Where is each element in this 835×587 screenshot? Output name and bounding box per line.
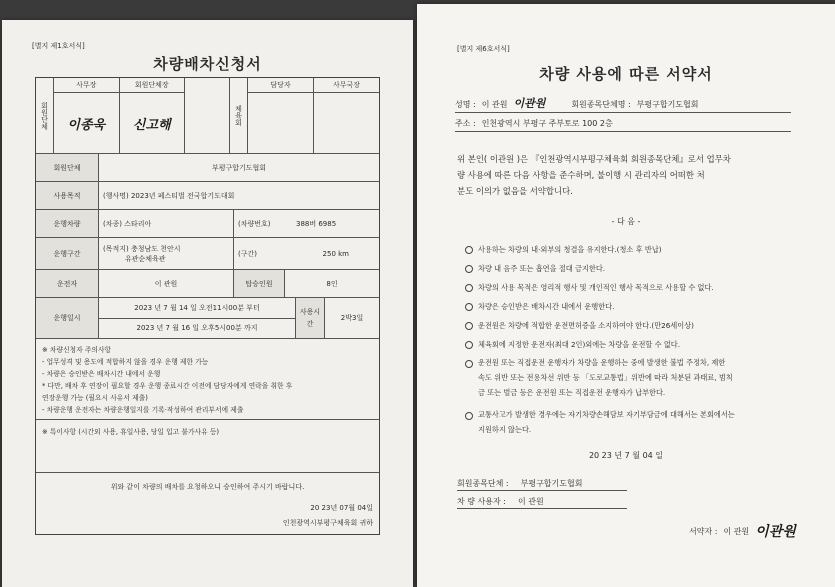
- pledge-date: 20 23 년 7 월 04 일: [588, 451, 664, 460]
- rule-item-6: 체육회에 지정한 운전자(최대 2인)외에는 차량을 운전할 수 없다.: [465, 340, 680, 350]
- use-time-value: 2박3일: [340, 314, 364, 322]
- pledger-value: 이 관원: [723, 526, 750, 536]
- route-label: 운행구간: [36, 238, 99, 269]
- org-value: 부평구합기도협회: [211, 163, 267, 172]
- approval-col-manager: 사무장: [54, 78, 120, 92]
- note-5: - 차량운행 운전자는 차량운행일지를 기록·작성하여 관리부서에 제출: [42, 406, 244, 414]
- address-value: 인천광역시 부평구 주부토로 100 2층: [481, 119, 613, 128]
- vehicle-number: 388버 6985: [296, 219, 337, 228]
- vehicle-label: 운행차량: [36, 210, 99, 237]
- recipient: 인천광역시부평구체육회 귀하: [282, 519, 373, 527]
- use-time-label: 사용시간: [296, 298, 325, 338]
- note-1: - 업무성격 및 용도에 적합하지 않을 경우 운행 제한 가능: [42, 358, 209, 366]
- form-number: [별지 제6호서식]: [457, 45, 510, 53]
- org-label: 회원단체: [36, 154, 99, 181]
- member-org-label: 회원종목단체 :: [457, 479, 509, 488]
- rule-item-7: 운전원 또는 직접운전 운행자가 차량을 운행하는 중에 발생한 불법 주정차, 제한 속도 위반 또는 전용차선 위반 등 「도로교통법」위반에 따라 처분된 과태료, 범칙 금 또는 벌금 등은 운전원 또는 직접운전 운행자가 납부한다.: [465, 359, 733, 400]
- note-2: - 차량은 승인받은 배차시간 내에서 운행: [42, 370, 161, 378]
- pledger-label: 서약자 :: [689, 526, 718, 536]
- rule-item-8: 교통사고가 발생한 경우에는 자기차량손해담보 자기부담금에 대해서는 본회에서는 지원하지 않는다.: [465, 411, 735, 437]
- vehicle-use-pledge: [417, 4, 835, 587]
- note-4: 연장운행 가능 (필요시 사유서 제출): [42, 394, 148, 402]
- request-table: [35, 77, 380, 535]
- rule-item-3: 차량의 사용 목적은 영리적 행사 및 개인적인 행사 목적으로 사용할 수 없다.: [465, 283, 714, 293]
- distance-label: (구간): [238, 249, 257, 258]
- request-text: 위와 같이 차량의 배차를 요청하오니 승인하여 주시기 바랍니다.: [110, 483, 305, 491]
- pledger-line: [689, 521, 796, 541]
- special-notes-title: ※ 특이사항 (시간외 사용, 휴일사용, 당일 입고 불가사유 등): [42, 428, 220, 436]
- note-3: * 다만, 배차 후 연장이 필요할 경우 운행 종료시간 이전에 담당자에게 연락을 취한 후: [42, 382, 293, 390]
- member-org-vertical-label: 회원단체: [36, 78, 54, 153]
- passengers-label: 탑승인원: [234, 270, 285, 297]
- name-label: 성명 :: [455, 100, 476, 109]
- pledge-line-1: 위 본인( 이관원 )은 『인천광역시부평구체육회 회원종목단체』로서 업무차: [457, 154, 731, 164]
- member-org-line: [457, 478, 582, 489]
- purpose-value: (행사명) 2023년 페스티벌 전국합기도대회: [103, 191, 235, 200]
- pledger-signature: 이관원: [755, 524, 796, 540]
- datetime-end: 2023 년 7 월 16 일 오후5시00분 까지: [136, 324, 258, 333]
- member-org-value: 부평구합기도협회: [520, 479, 583, 488]
- vehicle-user-value: 이 관원: [517, 497, 544, 506]
- purpose-label: 사용목적: [36, 182, 99, 209]
- rule-item-1: 사용하는 차량의 내·외부의 청결을 유지한다.(청소 후 반납): [465, 245, 662, 255]
- rule-item-2: 차량 내 음주 또는 흡연을 절대 금지한다.: [465, 264, 605, 274]
- rule-item-5: 운전원은 차량에 적합한 운전면허증을 소지하여야 한다.(만26세이상): [465, 321, 694, 331]
- sports-col-staff: 담당자: [248, 78, 314, 92]
- request-date: 20 23년 07월 04일: [310, 504, 373, 512]
- route-venue: 유관순체육관: [125, 254, 166, 263]
- sports-col-secretary: 사무국장: [332, 81, 361, 89]
- approval-col-head: 회원단체장: [134, 81, 169, 89]
- rule-item-4: 차량은 승인받은 배차시간 내에서 운행한다.: [465, 302, 614, 312]
- circle-icon: [465, 284, 473, 292]
- pledge-line-2: 량 사용에 따른 다음 사항을 준수하며, 불이행 시 관리자의 어떠한 처: [457, 170, 705, 180]
- form-title: 차량배차신청서: [153, 55, 262, 73]
- next-heading: - 다 음 -: [611, 217, 641, 226]
- route-destination: (목적지) 충청남도 천안시: [103, 244, 181, 253]
- driver-label: 운전자: [36, 270, 99, 297]
- vehicle-type: (차종) 스타리아: [99, 210, 234, 237]
- datetime-label: 운행일시: [36, 298, 99, 338]
- head-signature: 신고해: [132, 117, 171, 133]
- pledge-statement: [457, 151, 817, 199]
- vehicle-number-label: (차량번호): [238, 219, 271, 228]
- pledge-title: 차량 사용에 따른 서약서: [539, 65, 713, 83]
- pledge-line-3: 분도 이의가 없음을 서약합니다.: [457, 186, 573, 196]
- vehicle-user-line: [457, 496, 544, 507]
- driver-value: 이 관원: [99, 270, 234, 297]
- address-line: [455, 118, 613, 129]
- vehicle-request-form: [2, 20, 413, 587]
- notes-title: ※ 차량신청자 주의사항: [42, 346, 112, 354]
- address-label: 주소 :: [455, 119, 476, 128]
- circle-icon: [465, 360, 473, 368]
- passengers-value: 8인: [326, 279, 338, 288]
- form-number: [별지 제1호서식]: [32, 42, 85, 50]
- circle-icon: [465, 246, 473, 254]
- org-value: 부평구합기도협회: [636, 100, 699, 109]
- sports-council-vertical-label: 체육회: [230, 78, 248, 153]
- name-signature: 이관원: [513, 97, 546, 110]
- name-value: 이 관원: [481, 100, 508, 109]
- circle-icon: [465, 303, 473, 311]
- circle-icon: [465, 265, 473, 273]
- vehicle-user-label: 차 량 사용자 :: [457, 497, 506, 506]
- manager-signature: 이종욱: [54, 93, 120, 153]
- datetime-start: 2023 년 7 월 14 일 오전11시00분 부터: [99, 298, 295, 319]
- circle-icon: [465, 341, 473, 349]
- name-line: [455, 99, 699, 111]
- circle-icon: [465, 412, 473, 420]
- circle-icon: [465, 322, 473, 330]
- org-label: 회원종목단체명 :: [571, 100, 631, 109]
- distance-value: 250 km: [322, 249, 349, 258]
